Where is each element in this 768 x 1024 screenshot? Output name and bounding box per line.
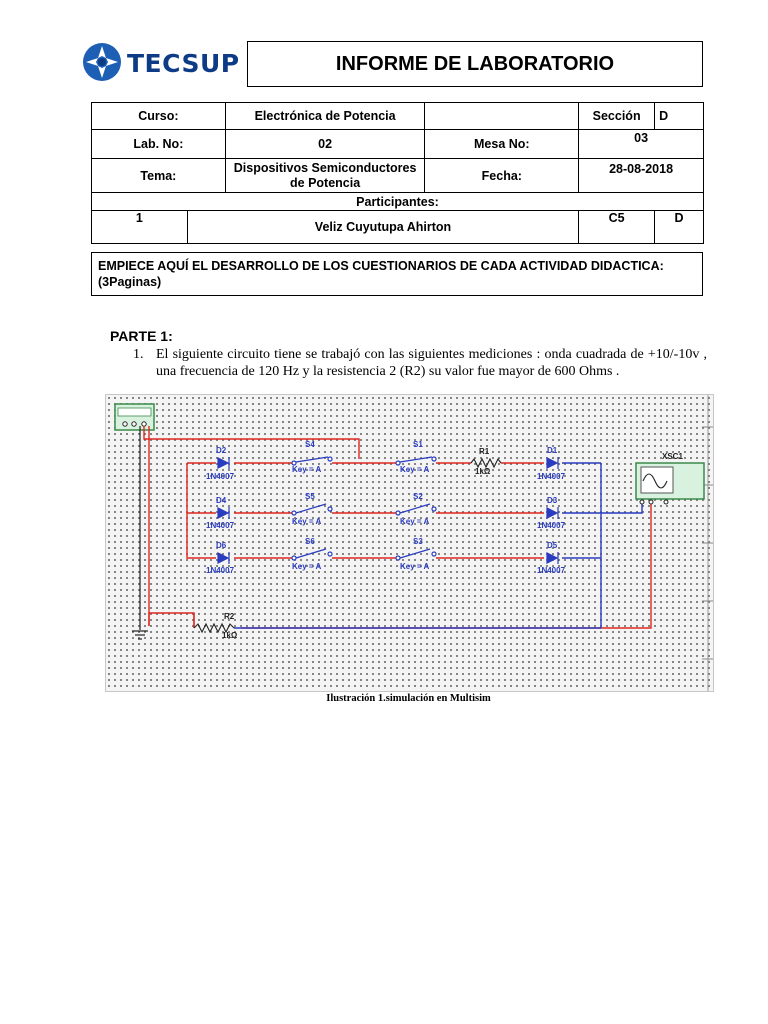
report-title-text: INFORME DE LABORATORIO [335,52,615,75]
diode-d4-ref: D4 [216,496,227,505]
diode-d1-part: 1N4007 [537,472,566,481]
seccion-value: D [655,103,704,130]
switch-s4-ref: S4 [305,440,315,449]
circuit-diagram [106,395,713,691]
fecha-value: 28-08-2018 [579,159,704,193]
diode-d1-ref: D1 [547,446,558,455]
diode-d5-ref: D5 [547,541,558,550]
switch-s6-key: Key = A [292,562,322,571]
participant-code: C5 [579,211,655,244]
resistor-r1-icon [471,459,501,467]
fecha-label: Fecha: [425,159,579,193]
report-title [247,41,703,87]
resistor-r1-ref: R1 [479,447,490,456]
seccion-label: Sección [579,103,655,130]
resistor-r2-value: 1kΩ [222,631,238,640]
diode-d2-ref: D2 [216,446,227,455]
ground-icon [132,631,148,639]
switch-s3-ref: S3 [413,537,423,546]
tema-value [225,159,425,193]
switch-s1-ref: S1 [413,440,423,449]
info-table [91,102,704,244]
lab-value: 02 [225,130,425,159]
switch-s5-key: Key = A [292,517,322,526]
switch-s3-key: Key = A [400,562,430,571]
figure-caption: Ilustración 1.simulación en Multisim [326,693,491,704]
switch-s6-ref: S6 [305,537,315,546]
switch-s1-key: Key = A [400,465,430,474]
switch-s5-ref: S5 [305,492,315,501]
part-title: PARTE 1: [110,328,173,344]
lab-label: Lab. No: [92,130,226,159]
tema-line-2: de Potencia [290,175,361,190]
oscilloscope-icon [636,463,704,504]
instruction-box [91,252,703,296]
participantes-label: Participantes: [92,193,704,211]
diode-d3-ref: D3 [547,496,558,505]
tema-line-1: Dispositivos Semiconductores [233,160,417,175]
resistor-r2-ref: R2 [224,612,235,621]
diode-d6-part: 1N4007 [206,566,235,575]
instruction-line-1: EMPIECE AQUÍ EL DESARROLLO DE LOS CUESTIONARIOS DE CADA ACTIVIDAD DIDACTICA: [98,259,664,273]
tecsup-logo-icon [80,40,124,84]
switch-s2-ref: S2 [413,492,423,501]
participant-section: D [655,211,704,244]
question-number: 1. [133,347,144,362]
diode-d3-part: 1N4007 [537,521,566,530]
mesa-value: 03 [579,130,704,159]
question-text: El siguiente circuito tiene se trabajó con las siguientes mediciones : onda cuadrada de +10/-10v , una frecuencia de 120 Hz y la resistencia 2 (R2) su valor fue mayor de 600 Ohms . [156,347,707,379]
diode-d6-ref: D6 [216,541,227,550]
brand-name: TECSUP [127,49,240,78]
tecsup-logo [80,40,245,86]
curso-value: Electrónica de Potencia [225,103,425,130]
participant-number: 1 [92,211,188,244]
diode-d2-part: 1N4007 [206,472,235,481]
function-generator [115,404,154,430]
switch-s4-key: Key = A [292,465,322,474]
diode-d5-part: 1N4007 [537,566,566,575]
tema-label: Tema: [92,159,226,193]
mesa-label: Mesa No: [425,130,579,159]
switch-s2-key: Key = A [400,517,430,526]
participant-name: Veliz Cuyutupa Ahirton [187,211,578,244]
oscilloscope-ref: XSC1 [662,452,683,461]
curso-label: Curso: [92,103,226,130]
resistor-r1-value: 1kΩ [475,467,491,476]
diode-d4-part: 1N4007 [206,521,235,530]
empty-cell [425,103,579,130]
instruction-line-2: (3Paginas) [98,275,162,289]
multisim-schematic [105,394,714,692]
